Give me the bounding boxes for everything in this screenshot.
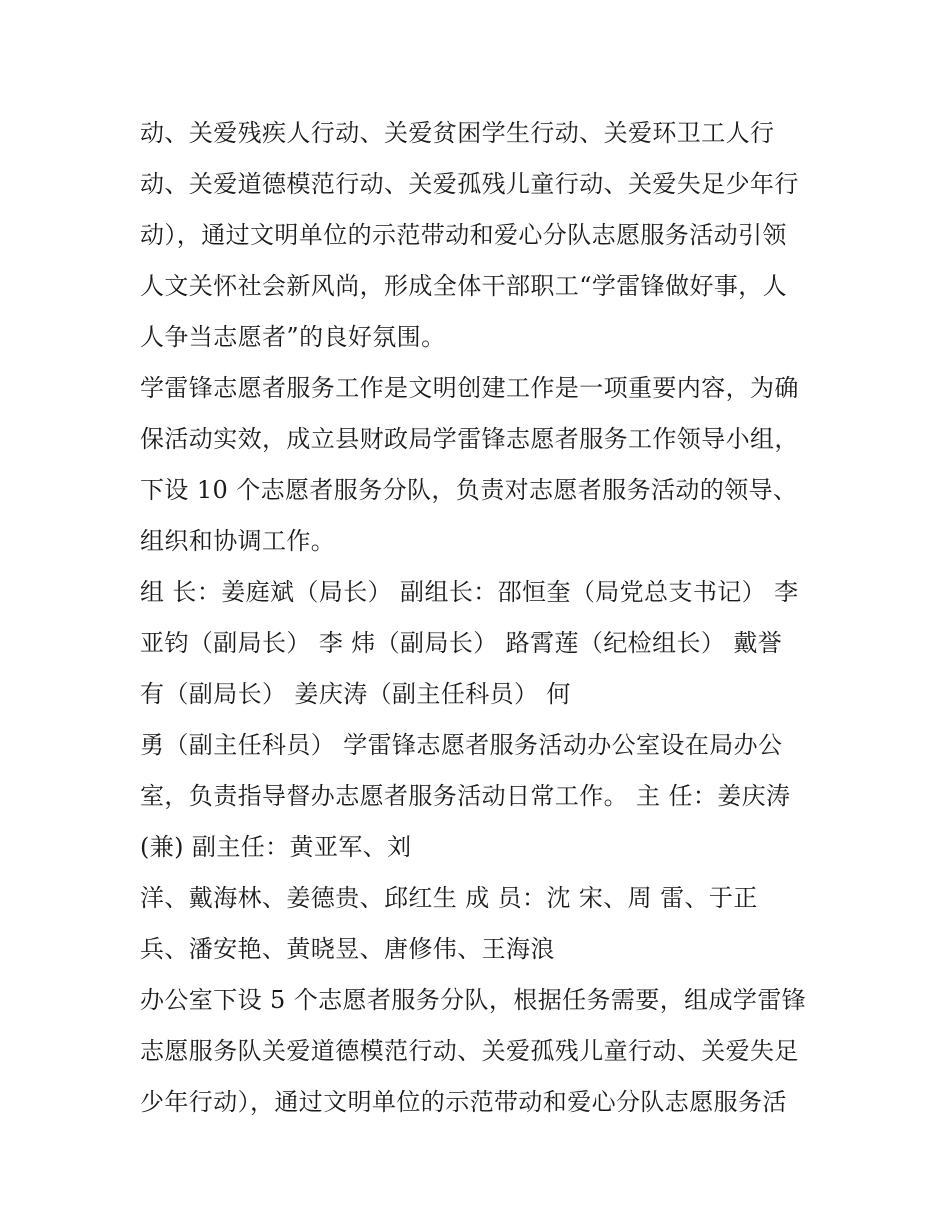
text-line: (兼) 副主任：黄亚军、刘: [140, 833, 412, 861]
text-line: 人争当志愿者”的良好氛围。: [140, 323, 446, 351]
text-line: 志愿服务队关爱道德模范行动、关爱孤残儿童行动、关爱失足: [140, 1037, 799, 1065]
text-line: 勇（副主任科员） 学雷锋志愿者服务活动办公室设在局办公: [140, 731, 783, 759]
text-line: 动、关爱道德模范行动、关爱孤残儿童行动、关爱失足少年行: [140, 170, 799, 198]
text-line: 室，负责指导督办志愿者服务活动日常工作。 主 任：姜庆涛: [140, 782, 791, 810]
text-line: 组 长：姜庭斌（局长） 副组长：邵恒奎（局党总支书记） 李: [140, 578, 799, 606]
text-line: 办公室下设 5 个志愿者服务分队，根据任务需要，组成学雷锋: [140, 986, 807, 1014]
text-line: 动、关爱残疾人行动、关爱贫困学生行动、关爱环卫工人行: [140, 119, 775, 147]
text-line: 洋、戴海林、姜德贵、邱红生 成 员：沈 宋、周 雷、于正: [140, 884, 758, 912]
text-line: 保活动实效，成立县财政局学雷锋志愿者服务工作领导小组，: [140, 425, 799, 453]
text-line: 少年行动），通过文明单位的示范带动和爱心分队志愿服务活: [140, 1088, 787, 1116]
text-line: 学雷锋志愿者服务工作是文明创建工作是一项重要内容，为确: [140, 374, 799, 402]
text-line: 亚钧（副局长） 李 炜（副局长） 路霄莲（纪检组长） 戴誉: [140, 629, 783, 657]
text-line: 组织和协调工作。: [140, 527, 336, 555]
text-line: 人文关怀社会新风尚，形成全体干部职工“学雷锋做好事，人: [140, 272, 788, 300]
text-line: 动），通过文明单位的示范带动和爱心分队志愿服务活动引领: [140, 221, 787, 249]
text-line: 下设 10 个志愿者服务分队，负责对志愿者服务活动的领导、: [140, 476, 798, 504]
body-text: [140, 108, 820, 1128]
text-line: 兵、潘安艳、黄晓昱、唐修伟、王海浪: [140, 935, 555, 963]
text-line: 有（副局长） 姜庆涛（副主任科员） 何: [140, 680, 571, 708]
